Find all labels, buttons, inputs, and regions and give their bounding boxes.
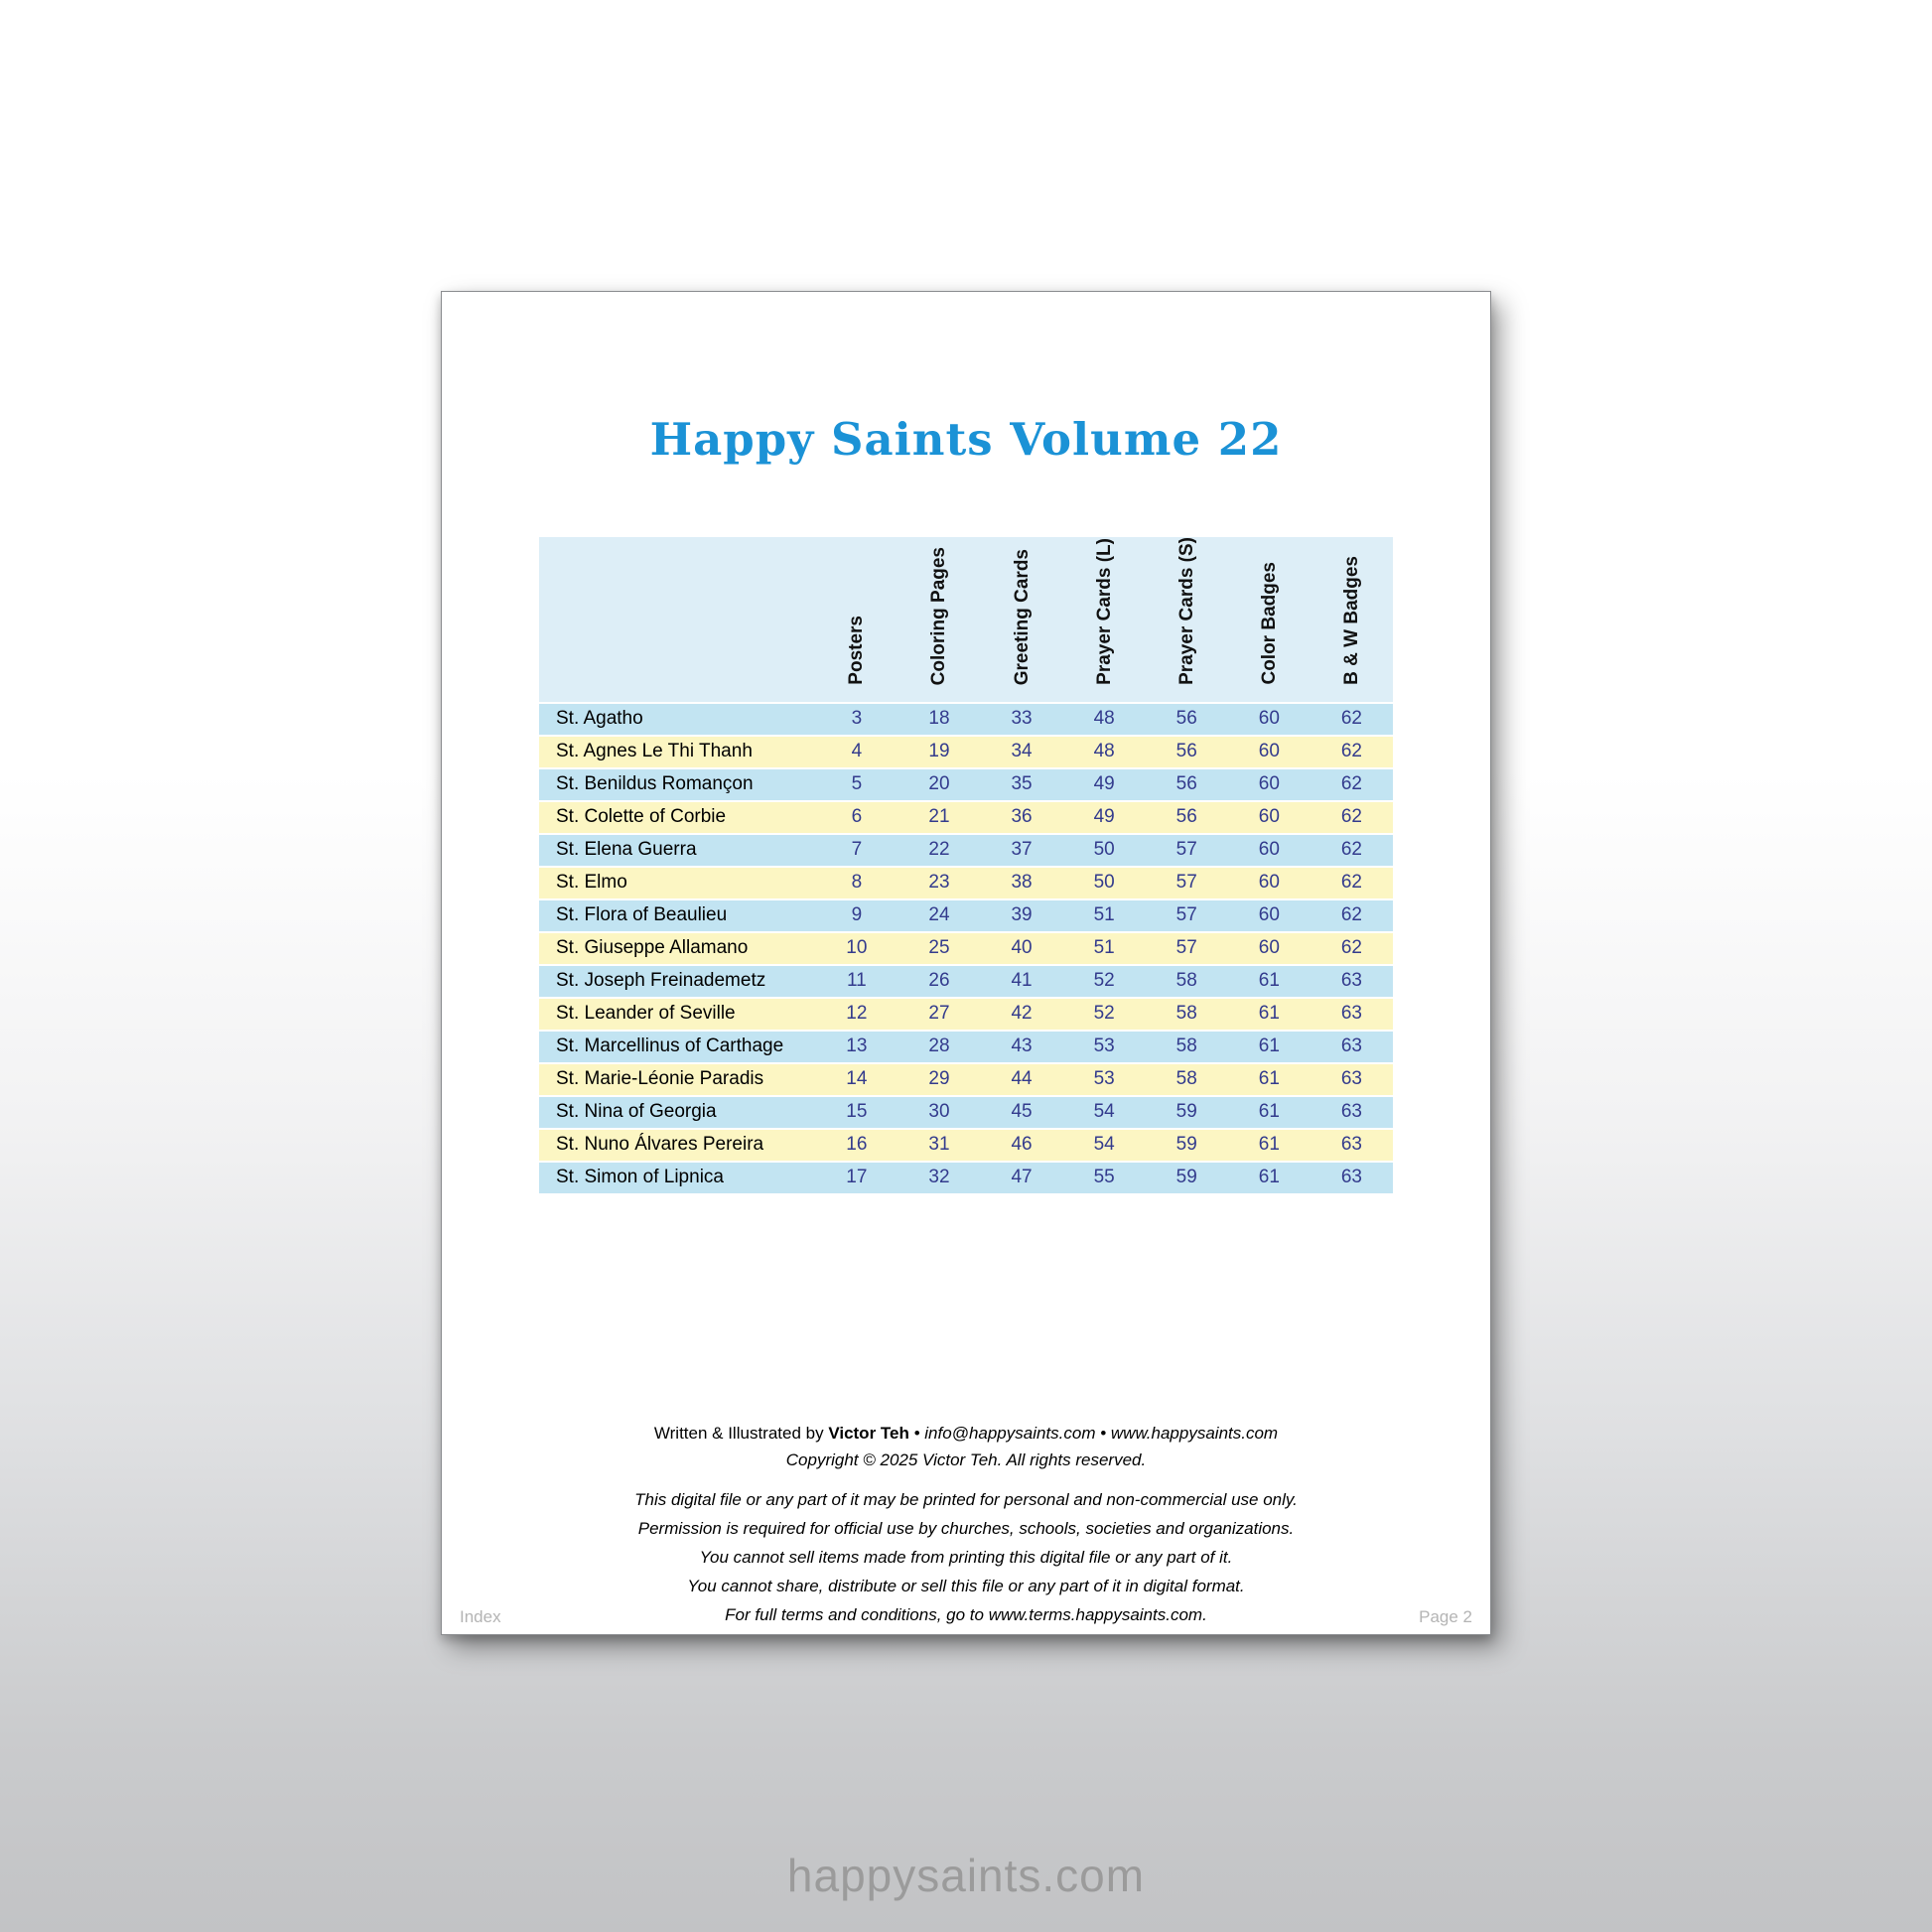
page-number-cell: 35 [981, 769, 1063, 800]
table-row [539, 966, 1393, 997]
page-number-cell: 62 [1311, 704, 1393, 735]
site-watermark: happysaints.com [786, 1850, 1146, 1901]
page-number-cell: 28 [897, 1032, 980, 1062]
page-number-cell: 62 [1311, 868, 1393, 898]
credits-prefix: Written & Illustrated by [653, 1424, 829, 1443]
page-number-cell: 44 [981, 1064, 1063, 1095]
saint-name-cell: St. Flora of Beaulieu [539, 900, 815, 931]
saint-name-cell: St. Nuno Álvares Pereira [539, 1130, 815, 1161]
page-number-cell: 58 [1146, 1032, 1228, 1062]
page-number-cell: 57 [1146, 868, 1228, 898]
page-number-cell: 34 [981, 737, 1063, 767]
saints-index-table [539, 535, 1393, 1195]
page-number-cell: 39 [981, 900, 1063, 931]
page-number-label: Page 2 [1419, 1607, 1472, 1626]
column-header-posters [815, 537, 897, 702]
page-number-cell: 32 [897, 1163, 980, 1193]
page-number-cell: 61 [1228, 1032, 1311, 1062]
page-number-cell: 59 [1146, 1130, 1228, 1161]
page-number-cell: 26 [897, 966, 980, 997]
page-number-cell: 56 [1146, 769, 1228, 800]
page-number-cell: 48 [1063, 737, 1146, 767]
saint-name-cell: St. Elena Guerra [539, 835, 815, 866]
section-label: Index [460, 1607, 501, 1626]
page-number-cell: 11 [815, 966, 897, 997]
page-number-cell: 60 [1228, 737, 1311, 767]
page-number-cell: 61 [1228, 1130, 1311, 1161]
page-number-cell: 54 [1063, 1097, 1146, 1128]
table-row [539, 900, 1393, 931]
table-header-row [539, 537, 1393, 702]
page-number-cell: 62 [1311, 835, 1393, 866]
page-number-cell: 63 [1311, 1097, 1393, 1128]
saint-name-cell: St. Agatho [539, 704, 815, 735]
page-number-cell: 56 [1146, 737, 1228, 767]
saint-name-cell: St. Giuseppe Allamano [539, 933, 815, 964]
page-number-cell: 16 [815, 1130, 897, 1161]
page-number-cell: 38 [981, 868, 1063, 898]
page-number-cell: 52 [1063, 966, 1146, 997]
page-number-cell: 7 [815, 835, 897, 866]
saint-name-cell: St. Marcellinus of Carthage [539, 1032, 815, 1062]
page-number-cell: 19 [897, 737, 980, 767]
page-number-cell: 63 [1311, 1163, 1393, 1193]
table-row [539, 999, 1393, 1030]
column-header-label: Posters [846, 616, 868, 685]
page-number-cell: 49 [1063, 769, 1146, 800]
page-number-cell: 50 [1063, 868, 1146, 898]
page-number-cell: 60 [1228, 835, 1311, 866]
page-number-cell: 60 [1228, 769, 1311, 800]
page-number-cell: 21 [897, 802, 980, 833]
saint-name-cell: St. Elmo [539, 868, 815, 898]
page-number-cell: 58 [1146, 1064, 1228, 1095]
page-footer-bar [460, 1607, 1472, 1627]
page-number-cell: 23 [897, 868, 980, 898]
column-header-label: Prayer Cards (L) [1093, 538, 1115, 685]
table-row [539, 769, 1393, 800]
table-row [539, 868, 1393, 898]
page-number-cell: 50 [1063, 835, 1146, 866]
page-number-cell: 47 [981, 1163, 1063, 1193]
table-row [539, 1097, 1393, 1128]
page-number-cell: 58 [1146, 966, 1228, 997]
corner-header-cell [539, 537, 815, 702]
page-number-cell: 61 [1228, 1064, 1311, 1095]
page-number-cell: 37 [981, 835, 1063, 866]
page-number-cell: 60 [1228, 802, 1311, 833]
page-number-cell: 57 [1146, 933, 1228, 964]
table-row [539, 1064, 1393, 1095]
page-number-cell: 62 [1311, 802, 1393, 833]
page-number-cell: 62 [1311, 900, 1393, 931]
page-number-cell: 22 [897, 835, 980, 866]
saint-name-cell: St. Simon of Lipnica [539, 1163, 815, 1193]
page-number-cell: 51 [1063, 933, 1146, 964]
page-number-cell: 51 [1063, 900, 1146, 931]
page-number-cell: 40 [981, 933, 1063, 964]
page-number-cell: 63 [1311, 1032, 1393, 1062]
page-number-cell: 3 [815, 704, 897, 735]
table-row [539, 704, 1393, 735]
page-number-cell: 42 [981, 999, 1063, 1030]
column-header-label: Coloring Pages [928, 546, 950, 685]
saint-name-cell: St. Joseph Freinademetz [539, 966, 815, 997]
column-header-greeting-cards [981, 537, 1063, 702]
page-number-cell: 13 [815, 1032, 897, 1062]
legal-line: Permission is required for official use by churches, schools, societies and organizations. [637, 1519, 1295, 1538]
page-number-cell: 63 [1311, 999, 1393, 1030]
table-row [539, 835, 1393, 866]
saint-name-cell: St. Nina of Georgia [539, 1097, 815, 1128]
page-number-cell: 18 [897, 704, 980, 735]
credits-block [442, 1420, 1490, 1473]
page-number-cell: 36 [981, 802, 1063, 833]
page-number-cell: 56 [1146, 802, 1228, 833]
page-number-cell: 5 [815, 769, 897, 800]
page-number-cell: 49 [1063, 802, 1146, 833]
page-number-cell: 48 [1063, 704, 1146, 735]
page-number-cell: 8 [815, 868, 897, 898]
page-number-cell: 59 [1146, 1097, 1228, 1128]
index-table-container [539, 535, 1393, 1195]
page-number-cell: 60 [1228, 900, 1311, 931]
column-header-label: Prayer Cards (S) [1175, 537, 1197, 685]
document-page [441, 291, 1491, 1635]
page-number-cell: 10 [815, 933, 897, 964]
saint-name-cell: St. Colette of Corbie [539, 802, 815, 833]
page-number-cell: 33 [981, 704, 1063, 735]
page-number-cell: 6 [815, 802, 897, 833]
page-number-cell: 30 [897, 1097, 980, 1128]
page-number-cell: 62 [1311, 933, 1393, 964]
table-row [539, 737, 1393, 767]
page-number-cell: 14 [815, 1064, 897, 1095]
saints-table-body [539, 704, 1393, 1193]
page-number-cell: 63 [1311, 1130, 1393, 1161]
page-number-cell: 62 [1311, 769, 1393, 800]
page-title: Happy Saints Volume 22 [649, 413, 1283, 466]
page-number-cell: 63 [1311, 1064, 1393, 1095]
table-row [539, 1130, 1393, 1161]
saint-name-cell: St. Leander of Seville [539, 999, 815, 1030]
page-number-cell: 62 [1311, 737, 1393, 767]
column-header-prayer-cards-s [1146, 537, 1228, 702]
table-row [539, 1163, 1393, 1193]
page-number-cell: 20 [897, 769, 980, 800]
author-name: Victor Teh [828, 1424, 909, 1443]
page-number-cell: 45 [981, 1097, 1063, 1128]
page-number-cell: 63 [1311, 966, 1393, 997]
legal-line: You cannot sell items made from printing this digital file or any part of it. [699, 1548, 1233, 1567]
column-header-label: Greeting Cards [1011, 548, 1033, 685]
page-number-cell: 43 [981, 1032, 1063, 1062]
column-header-coloring-pages [897, 537, 980, 702]
legal-line: You cannot share, distribute or sell this file or any part of it in digital format. [687, 1577, 1245, 1595]
saint-name-cell: St. Marie-Léonie Paradis [539, 1064, 815, 1095]
page-number-cell: 12 [815, 999, 897, 1030]
page-number-cell: 59 [1146, 1163, 1228, 1193]
page-number-cell: 41 [981, 966, 1063, 997]
table-row [539, 1032, 1393, 1062]
column-header-color-badges [1228, 537, 1311, 702]
page-number-cell: 57 [1146, 835, 1228, 866]
page-number-cell: 27 [897, 999, 980, 1030]
credits-contact: • info@happysaints.com • www.happysaints.com [908, 1424, 1279, 1443]
page-number-cell: 15 [815, 1097, 897, 1128]
page-number-cell: 57 [1146, 900, 1228, 931]
table-row [539, 802, 1393, 833]
page-number-cell: 52 [1063, 999, 1146, 1030]
page-number-cell: 31 [897, 1130, 980, 1161]
column-header-bw-badges [1311, 537, 1393, 702]
column-header-label: Color Badges [1258, 562, 1280, 685]
page-number-cell: 9 [815, 900, 897, 931]
page-number-cell: 58 [1146, 999, 1228, 1030]
page-number-cell: 53 [1063, 1032, 1146, 1062]
page-number-cell: 56 [1146, 704, 1228, 735]
legal-line: For full terms and conditions, go to www.terms.happysaints.com. [725, 1605, 1207, 1624]
page-number-cell: 29 [897, 1064, 980, 1095]
page-number-cell: 24 [897, 900, 980, 931]
page-number-cell: 61 [1228, 1163, 1311, 1193]
page-number-cell: 61 [1228, 966, 1311, 997]
table-row [539, 933, 1393, 964]
page-number-cell: 60 [1228, 868, 1311, 898]
page-number-cell: 53 [1063, 1064, 1146, 1095]
page-number-cell: 61 [1228, 999, 1311, 1030]
page-number-cell: 17 [815, 1163, 897, 1193]
legal-line: This digital file or any part of it may be printed for personal and non-commercial use only. [634, 1490, 1298, 1509]
page-number-cell: 55 [1063, 1163, 1146, 1193]
column-header-prayer-cards-l [1063, 537, 1146, 702]
page-number-cell: 60 [1228, 704, 1311, 735]
page-number-cell: 61 [1228, 1097, 1311, 1128]
page-number-cell: 25 [897, 933, 980, 964]
saint-name-cell: St. Benildus Romançon [539, 769, 815, 800]
page-number-cell: 46 [981, 1130, 1063, 1161]
column-header-label: B & W Badges [1340, 556, 1362, 685]
page-number-cell: 54 [1063, 1130, 1146, 1161]
saint-name-cell: St. Agnes Le Thi Thanh [539, 737, 815, 767]
page-number-cell: 60 [1228, 933, 1311, 964]
credits-line [442, 1420, 1490, 1447]
page-number-cell: 4 [815, 737, 897, 767]
copyright-line: Copyright © 2025 Victor Teh. All rights reserved. [785, 1450, 1147, 1469]
